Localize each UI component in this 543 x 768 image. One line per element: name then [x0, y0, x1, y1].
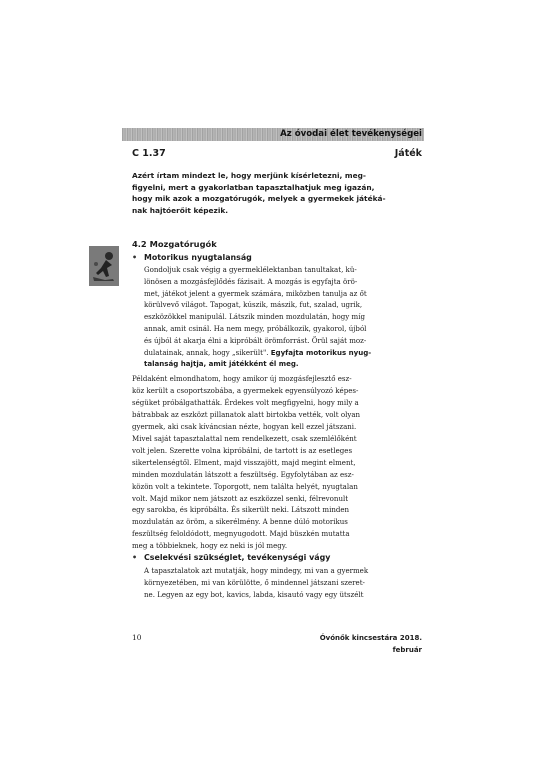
bold-emphasis: talanság hajtja, amit játékként él meg. [144, 359, 299, 369]
lead-paragraph [132, 170, 422, 216]
text-line: környezetében, mi van körülötte, ő mindennel játszani szeret- [144, 577, 365, 587]
bold-emphasis: Egyfajta motorikus nyug- [270, 347, 372, 357]
cselekvesi-text [144, 565, 422, 600]
text-line: minden mozdulatán látszott a feszültség. Egyfolytában az esz- [132, 469, 354, 479]
text-line: közön volt a tekintete. Toporgott, nem találta helyét, nyugtalan [132, 481, 358, 491]
chapter-title: Az óvodai élet tevékenységei [280, 129, 422, 139]
text-line: Gondoljuk csak végig a gyermeklélektanban tanultakat, kü- [144, 265, 357, 274]
bullet-marker: • [132, 553, 138, 562]
text-line: köz került a csoportszobába, a gyermekek egyensúlyozó képes- [132, 385, 359, 395]
text-line: annak, amit csinál. Ha nem megy, próbálkozik, gyakorol, újból [144, 323, 367, 333]
text-line: ne. Legyen az egy bot, kavics, labda, kisautó vagy egy ütszélt [144, 589, 364, 599]
text-line: feszültség feloldódott, megnyugodott. Majd büszkén mutatta [132, 529, 350, 539]
text-line: ségüket próbálgathatták. Érdekes volt megfigyelni, hogy mily a [132, 397, 359, 407]
lead-line: Azért írtam mindezt le, hogy merjünk kísérletezni, meg- [132, 171, 366, 180]
text-line: met, játékot jelent a gyermek számára, miközben tanulja az őt [144, 288, 367, 298]
section-code: C 1.37 [132, 148, 166, 159]
text-line: egy sarokba, és kipróbálta. És sikerült neki. Látszott minden [132, 505, 350, 515]
side-illustration [89, 246, 119, 286]
text-line: körülvevő világot. Tapogat, kúszik, mászik, fut, szalad, ugrik, [144, 300, 363, 310]
text-line: bátrabbak az eszközt pillanatok alatt birtokba vették, volt olyan [132, 409, 361, 419]
lead-line: hogy mik azok a mozgatórugók, melyek a gyermekek játéká- [132, 194, 386, 204]
text-line [144, 347, 422, 359]
example-paragraph [132, 373, 422, 552]
text-line: volt jelen. Szerette volna kipróbálni, de tartott is az esetleges [132, 445, 353, 455]
text-line: eszközökkel manipulál. Látszik minden mozdulatán, hogy míg [144, 312, 365, 322]
bullet-marker: • [132, 253, 138, 262]
text-line: volt. Majd mikor nem játszott az eszközzel senki, félrevonult [132, 493, 349, 503]
text-line [144, 358, 422, 370]
text-line: Mivel saját tapasztalattal nem rendelkezett, csak szemlélőként [132, 433, 357, 443]
text-line: gyermek, aki csak kíváncsian nézte, hogyan kell ezzel játszani. [132, 421, 357, 431]
text-line: sikertelenségtől. Elment, majd visszajött, majd megint elment, [132, 457, 356, 467]
text-fragment: dulatainak, annak, hogy „sikerült". [144, 347, 269, 357]
section-heading: 4.2 Mozgatórugók [132, 239, 217, 249]
subheading-cselekvesi: Cselekvési szükséglet, tevékenységi vágy [144, 553, 331, 562]
lead-line: figyelni, mert a gyakorlatban tapasztalhatjuk meg igazán, [132, 182, 375, 192]
text-line: meg a többieknek, hogy ez neki is jól megy. [132, 541, 288, 551]
text-line: lönösen a mozgásfejlődés fázisait. A mozgás is egyfajta örö- [144, 276, 358, 286]
text-line: A tapasztalatok azt mutatják, hogy mindegy, mi van a gyermek [144, 566, 369, 575]
child-figure-icon [89, 246, 119, 286]
lead-line: nak hajtóerőit képezik. [132, 205, 229, 215]
publication-name: Óvónők kincsestára 2018. február [319, 634, 422, 654]
page-number: 10 [132, 633, 142, 642]
text-line: Példaként elmondhatom, hogy amikor új mozgásfejlesztő esz- [132, 374, 352, 383]
text-line: és újból át akarja élni a kipróbált örömforrást. Örül saját moz- [144, 335, 367, 345]
subheading-motorikus: Motorikus nyugtalanság [144, 253, 252, 262]
text-line: mozdulatán az öröm, a sikerélmény. A benne dúló motorikus [132, 517, 348, 527]
section-category: Játék [394, 148, 422, 159]
motorikus-text [144, 264, 422, 370]
code-line [132, 147, 422, 161]
